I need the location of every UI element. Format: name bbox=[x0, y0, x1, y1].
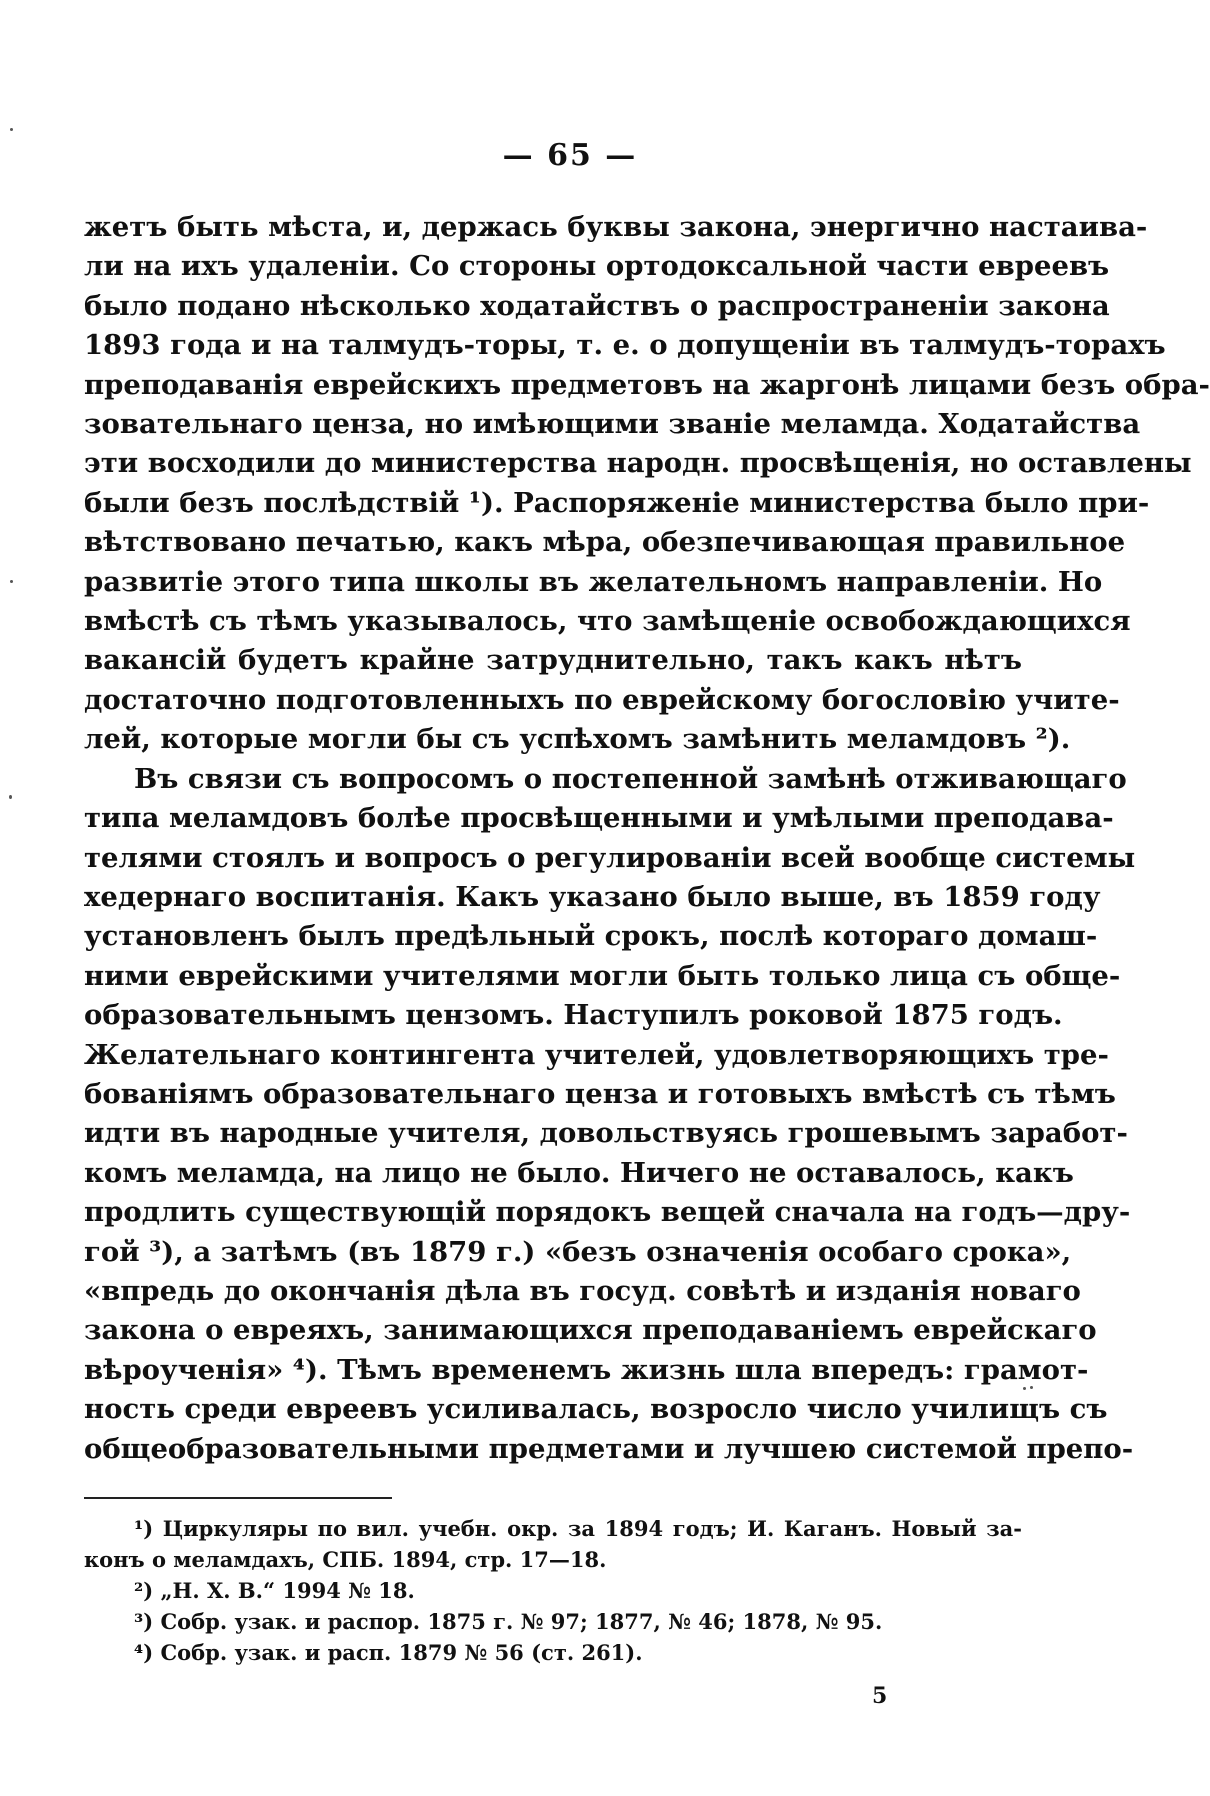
sheet-signature: 5 bbox=[872, 1683, 888, 1709]
text-line: Желательнаго контингента учителей, удовлетворяющихъ тре- bbox=[84, 1038, 1109, 1071]
text-line: идти въ народные учителя, довольствуясь грошевымъ заработ- bbox=[84, 1117, 1128, 1150]
text-line: развитіе этого типа школы въ желательномъ направленіи. Но bbox=[84, 565, 1103, 598]
text-line: ность среди евреевъ усиливалась, возросло число училищъ съ bbox=[84, 1393, 1108, 1426]
footnote-2: ²) „Н. Х. В.“ 1994 № 18. bbox=[134, 1578, 415, 1603]
footnotes bbox=[84, 1513, 1022, 1668]
footnote-1: ¹) Циркуляры по вил. учебн. окр. за 1894 годъ; И. Каганъ. Новый за- bbox=[134, 1516, 1022, 1541]
text-line: вмѣстѣ съ тѣмъ указывалось, что замѣщеніе освобождающихся bbox=[84, 605, 1131, 638]
text-line: были безъ послѣдствій ¹). Распоряженіе министерства было при- bbox=[84, 486, 1150, 519]
text-line: гой ³), а затѣмъ (въ 1879 г.) «безъ означенія особаго срока», bbox=[84, 1235, 1072, 1268]
scan-speck bbox=[10, 580, 13, 583]
text-line: телями стоялъ и вопросъ о регулированіи всей вообще системы bbox=[84, 841, 1136, 874]
text-line: преподаванія еврейскихъ предметовъ на жаргонѣ лицами безъ обра- bbox=[84, 368, 1210, 401]
text-line: жетъ быть мѣста, и, держась буквы закона, энергично настаива- bbox=[84, 211, 1148, 243]
text-line: ними еврейскими учителями могли быть только лица съ обще- bbox=[84, 959, 1121, 992]
text-line: продлить существующій порядокъ вещей сначала на годъ—дру- bbox=[84, 1196, 1131, 1229]
footnote-separator bbox=[84, 1497, 392, 1499]
scan-speck bbox=[1023, 1387, 1026, 1390]
footnote-4: ⁴) Собр. узак. и расп. 1879 № 56 (ст. 261). bbox=[134, 1640, 643, 1665]
text-line: «впредь до окончанія дѣла въ госуд. совѣтѣ и изданія новаго bbox=[84, 1274, 1081, 1307]
text-line-indented: Въ связи съ вопросомъ о постепенной замѣнѣ отживающаго bbox=[134, 762, 1127, 795]
text-line: бованіямъ образовательнаго ценза и готовыхъ вмѣстѣ съ тѣмъ bbox=[84, 1077, 1116, 1110]
scan-speck bbox=[10, 128, 13, 131]
text-line: ли на ихъ удаленіи. Со стороны ортодоксальной части евреевъ bbox=[84, 250, 1110, 283]
text-line: 1893 года и на талмудъ-торы, т. е. о допущеніи въ талмудъ-торахъ bbox=[84, 329, 1166, 362]
main-text bbox=[84, 208, 1210, 1469]
text-line: вѣтствовано печатью, какъ мѣра, обезпечивающая правильное bbox=[84, 526, 1126, 559]
text-line: установленъ былъ предѣльный срокъ, послѣ котораго домаш- bbox=[84, 920, 1098, 953]
footnote-1-continuation: конъ о меламдахъ, СПБ. 1894, стр. 17—18. bbox=[84, 1547, 607, 1572]
scan-speck bbox=[9, 795, 12, 799]
text-line: закона о евреяхъ, занимающихся преподаваніемъ еврейскаго bbox=[84, 1314, 1097, 1347]
text-line: типа меламдовъ болѣе просвѣщенными и умѣлыми преподава- bbox=[84, 802, 1114, 835]
text-line: комъ меламда, на лицо не было. Ничего не оставалось, какъ bbox=[84, 1156, 1074, 1189]
text-line: вѣроученія» ⁴). Тѣмъ временемъ жизнь шла впередъ: грамот- bbox=[84, 1353, 1089, 1386]
text-line: образовательнымъ цензомъ. Наступилъ роковой 1875 годъ. bbox=[84, 999, 1063, 1032]
footnote-3: ³) Собр. узак. и распор. 1875 г. № 97; 1877, № 46; 1878, № 95. bbox=[134, 1609, 883, 1634]
text-line: зовательнаго ценза, но имѣющими званіе меламда. Ходатайства bbox=[84, 408, 1141, 441]
page-number: — 65 — bbox=[502, 138, 638, 173]
text-line: общеобразовательными предметами и лучшею системой препо- bbox=[84, 1432, 1134, 1465]
text-line: лей, которые могли бы съ успѣхомъ замѣнить меламдовъ ²). bbox=[84, 723, 1071, 756]
scan-speck bbox=[1030, 1386, 1033, 1389]
text-line: эти восходили до министерства народн. просвѣщенія, но оставлены bbox=[84, 447, 1192, 480]
text-line: было подано нѣсколько ходатайствъ о распространеніи закона bbox=[84, 289, 1110, 322]
text-line: вакансій будетъ крайне затруднительно, такъ какъ нѣтъ bbox=[84, 644, 1022, 677]
text-line: хедернаго воспитанія. Какъ указано было выше, въ 1859 году bbox=[84, 880, 1101, 913]
text-line: достаточно подготовленныхъ по еврейскому богословію учите- bbox=[84, 683, 1120, 716]
